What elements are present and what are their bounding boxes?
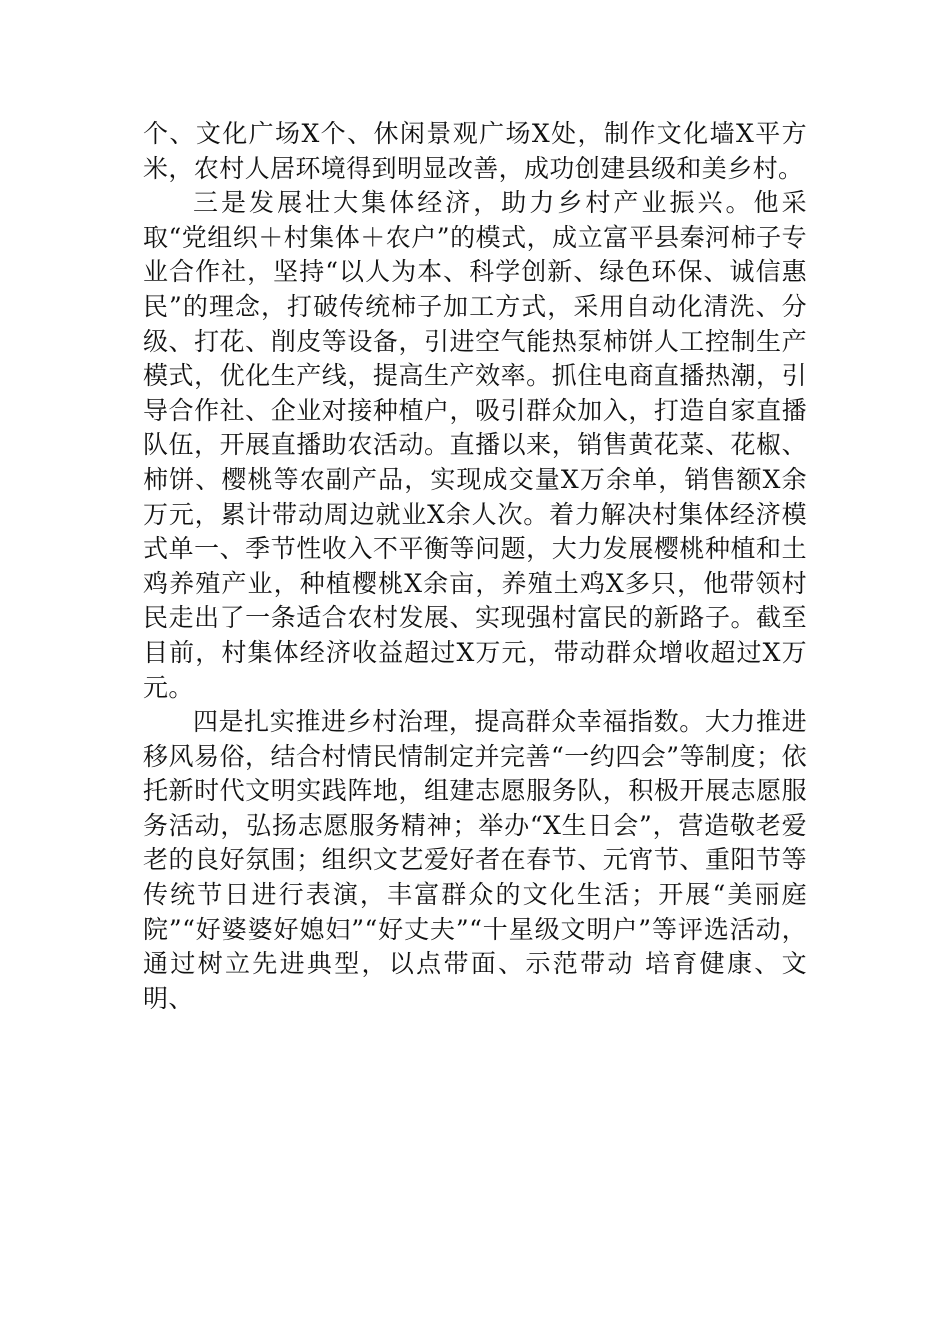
paragraph-rural-governance: 四是扎实推进乡村治理，提高群众幸福指数。大力推进移风易俗，结合村情民情制定并完善“一约四会”等制度；依托新时代文明实践阵地，组建志愿服务队，积极开展志愿服务活动，弘扬志愿服务精神；举办“X生日会”，营造敬老爱老的良好氛围；组织文艺爱好者在春节、元宵节、重阳节等传统节日进行表演，丰富群众的文化生活；开展“美丽庭院”“好婆婆好媳妇”“好丈夫”“十星级文明户”等评选活动，通过树立先进典型，以点带面、示范带动 培育健康、文明、 [143, 707, 807, 1013]
paragraph-continuation: 个、文化广场X个、休闲景观广场X处，制作文化墙X平方米，农村人居环境得到明显改善，成功创建县级和美乡村。 [143, 119, 807, 183]
paragraph-collective-economy: 三是发展壮大集体经济，助力乡村产业振兴。他采取“党组织＋村集体＋农户”的模式，成立富平县秦河柿子专业合作社，坚持“以人为本、科学创新、绿色环保、诚信惠民”的理念，打破传统柿子加工方式，采用自动化清洗、分级、打花、削皮等设备，引进空气能热泵柿饼人工控制生产模式，优化生产线，提高生产效率。抓住电商直播热潮，引导合作社、企业对接种植户，吸引群众加入，打造自家直播队伍，开展直播助农活动。直播以来，销售黄花菜、花椒、柿饼、樱桃等农副产品，实现成交量X万余单，销售额X余万元，累计带动周边就业X余人次。着力解决村集体经济模式单一、季节性收入不平衡等问题，大力发展樱桃种植和土鸡养殖产业，种植樱桃X余亩，养殖土鸡X多只，他带领村民走出了一条适合农村发展、实现强村富民的新路子。截至目前，村集体经济收益超过X万元，带动群众增收超过X万元。 [143, 188, 807, 702]
document-body [143, 117, 807, 1016]
